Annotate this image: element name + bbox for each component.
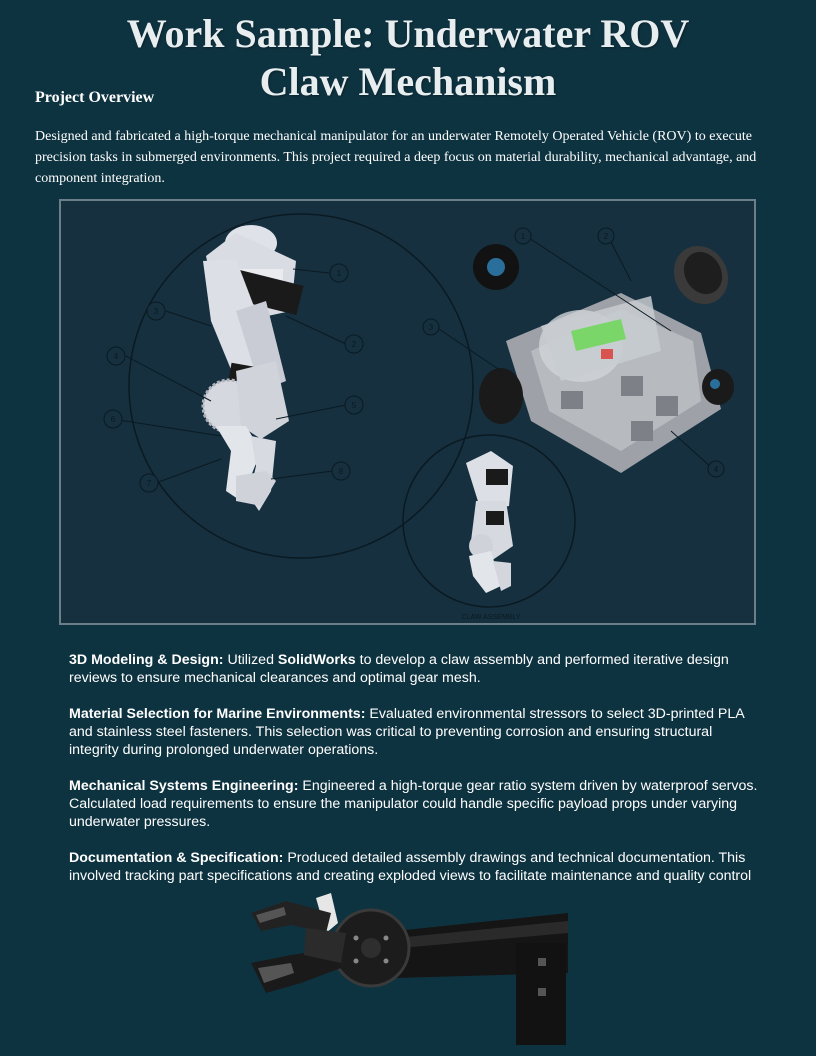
skill-text: to develop a claw assembly and performed iterative design reviews to ensure mechanical clearances and optimal gear mesh. — [69, 652, 729, 686]
title-line-1: Work Sample: Underwater ROV — [126, 11, 690, 56]
skill-item — [69, 651, 759, 687]
claw-render-photo — [246, 893, 568, 1045]
skill-text: Utilized — [223, 652, 278, 668]
skill-item — [69, 705, 759, 759]
right-callout-label: 3 — [428, 323, 434, 332]
skill-heading: Material Selection for Marine Environments: — [69, 706, 366, 722]
skill-heading: 3D Modeling & Design: — [69, 652, 224, 668]
claw-arm-exploded — [203, 225, 304, 511]
left-callout-label: 5 — [351, 401, 357, 410]
left-callout-label: 6 — [110, 415, 116, 424]
right-callout-label: 4 — [713, 465, 719, 474]
figure-caption: CLAW ASSEMBLY — [461, 614, 521, 621]
right-callout-label: 1 — [520, 232, 526, 241]
skill-emphasis: SolidWorks — [277, 652, 356, 668]
right-callout-label: 2 — [603, 232, 609, 241]
assembly-drawing — [59, 199, 756, 625]
detail-circle-left — [129, 214, 473, 558]
rov-frame-exploded — [473, 236, 739, 473]
overview-text: Designed and fabricated a high-torque mechanical manipulator for an underwater Remotely Operated Vehicle (ROV) to execute precision tasks in submerged environments. This project required a deep focus on material durability, mechanical advantage, and component integration. — [35, 129, 757, 186]
left-callout-label: 8 — [338, 467, 344, 476]
claw-assembly-detail — [466, 451, 513, 593]
skill-text: Evaluated environmental stressors to select 3D-printed PLA and stainless steel fasteners. This selection was critical to preventing corrosion and ensuring structural integrity during prolonged underwater operations. — [69, 706, 744, 758]
left-callout-label: 3 — [153, 307, 159, 316]
skill-text: Produced detailed assembly drawings and technical documentation. This involved tracking part specifications and creating exploded views to facilitate maintenance and quality control — [69, 850, 752, 884]
left-callout-label: 2 — [351, 340, 357, 349]
left-callout-label: 1 — [336, 269, 342, 278]
skill-item — [69, 777, 759, 831]
skill-text: Engineered a high-torque gear ratio system driven by waterproof servos. Calculated load requirements to ensure the manipulator could handle specific payload props under varying underwater pressures. — [69, 778, 758, 830]
overview-heading: Project Overview — [35, 89, 155, 106]
title-line-2: Claw Mechanism — [259, 59, 557, 104]
assembly-drawing-svg — [61, 201, 754, 623]
skills-list — [69, 651, 759, 903]
skill-heading: Documentation & Specification: — [69, 850, 284, 866]
left-callout-label: 7 — [146, 479, 152, 488]
left-callout-label: 4 — [113, 352, 119, 361]
skill-heading: Mechanical Systems Engineering: — [69, 778, 299, 794]
skill-item — [69, 849, 759, 885]
